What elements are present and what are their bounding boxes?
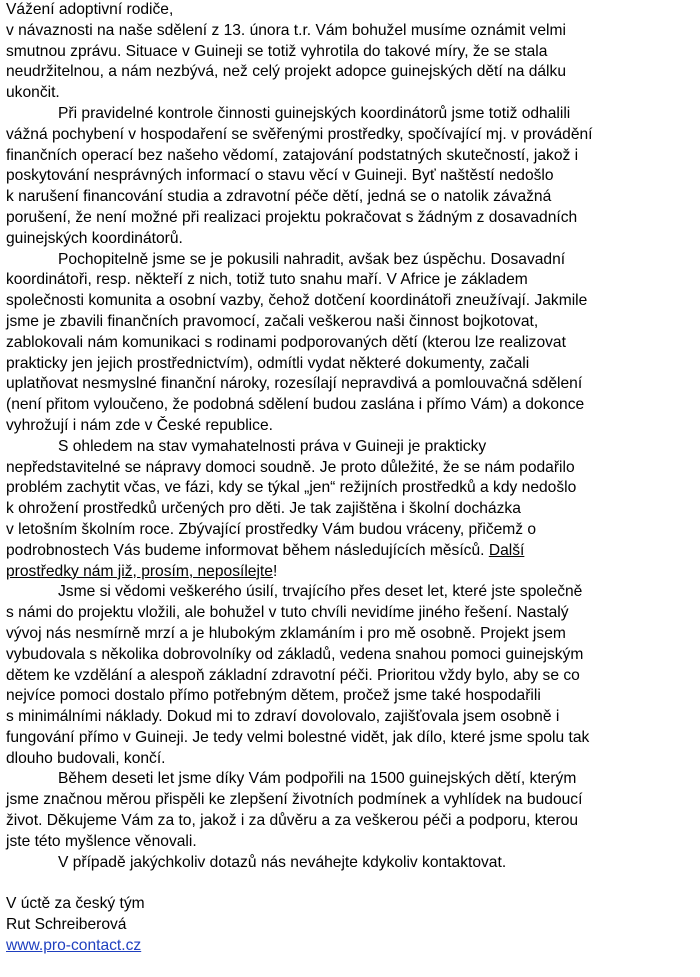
text-line: jste této myšlence věnovali. <box>6 832 197 850</box>
text-line: koordinátoři, resp. někteří z nich, totiž tuto snahu maří. V Africe je základem <box>6 271 528 289</box>
text-line: život. Děkujeme Vám za to, jakož i za důvěru a za veškerou péči a podporu, kterou <box>6 812 579 830</box>
text-line: jsme je zbavili finančních pravomocí, začali veškerou naši činnost bojkotovat, <box>6 312 539 330</box>
text-line: dětem ke vzdělání a alespoň základní zdravotní péči. Prioritou vždy bylo, aby se co <box>6 666 580 684</box>
underlined-request: Další <box>488 541 525 559</box>
text-line: guinejských koordinátorů. <box>6 229 183 247</box>
text-line <box>6 541 696 562</box>
text-line: problém zachytit včas, ve fázi, kdy se týkal „jen“ režijních prostředků a kdy nedošlo <box>6 479 577 497</box>
text-line: v návaznosti na naše sdělení z 13. února t.r. Vám bohužel musíme oznámit velmi <box>6 21 566 39</box>
text-line: porušení, že není možné při realizaci projektu pokračovat s žádným z dosavadních <box>6 208 578 226</box>
text-line: (není přitom vyloučeno, že podobná sdělení budou zaslána i přímo Vám) a dokonce <box>6 396 585 414</box>
text-line: s námi do projektu vložili, ale bohužel v tuto chvíli nevidíme jiného řešení. Nastalý <box>6 604 569 622</box>
paragraph-contact: V případě jakýchkoliv dotazů nás neváhejte kdykoliv kontaktovat. <box>58 853 507 871</box>
text-line: Při pravidelné kontrole činnosti guinejských koordinátorů jsme totiž odhalili <box>58 104 571 122</box>
text-line: vyhrožují i nám zde v České republice. <box>6 416 273 434</box>
paragraph-legal-situation <box>6 437 696 583</box>
text-line: Pochopitelně jsme se je pokusili nahradit, avšak bez úspěchu. Dosavadní <box>58 250 566 268</box>
paragraph-replacement-attempt <box>6 250 696 437</box>
underlined-request: prostředky nám již, prosím, neposílejte <box>6 562 273 580</box>
text-line: vybudovala s několika dobrovolníky od základů, vedena snahou pomoci guinejským <box>6 645 584 663</box>
paragraph-gratitude-effort <box>6 582 696 769</box>
letter-body <box>6 0 696 957</box>
text-line: zablokovali nám komunikaci s rodinami podporovaných dětí (kterou lze realizovat <box>6 333 566 351</box>
text-line: Jsme si vědomi veškerého úsilí, trvajícího přes deset let, které jste společně <box>58 583 583 601</box>
signature-name: Rut Schreiberová <box>6 916 127 934</box>
text-line: v letošním školním roce. Zbývající prostředky Vám budou vráceny, přičemž o <box>6 520 537 538</box>
text-line: společnosti komunita a osobní vazby, čehož dotčení koordinátoři zneužívají. Jakmile <box>6 292 588 310</box>
text-segment: podrobnostech Vás budeme informovat během následujících měsíců. <box>6 541 489 559</box>
text-line: vývoj nás nesmírně mrzí a je hlubokým zklamáním i pro mě osobně. Projekt jsem <box>6 624 566 642</box>
text-line: fungování přímo v Guineji. Je tedy velmi bolestné vidět, jak dílo, které jsme spolu tak <box>6 728 590 746</box>
text-line: Během deseti let jsme díky Vám podpořili na 1500 guinejských dětí, kterým <box>58 770 577 788</box>
text-line: k narušení financování studia a zdravotní péče dětí, jedná se o natolik závažná <box>6 188 552 206</box>
text-line <box>6 562 696 583</box>
text-line: k ohrožení prostředků určených pro děti. Je tak zajištěna i školní docházka <box>6 500 521 518</box>
text-line: uplatňovat nesmyslné finanční nároky, rozesílají nepravdivá a pomlouvačná sdělení <box>6 375 583 393</box>
text-line: vážná pochybení v hospodaření se svěřenými prostředky, spočívající mj. v provádění <box>6 125 593 143</box>
salutation: Vážení adoptivní rodiče, <box>6 1 174 18</box>
closing: V úctě za český tým <box>6 895 145 913</box>
blank-line <box>6 873 696 894</box>
text-line: nepředstavitelné se nápravy domoci soudně. Je proto důležité, že se nám podařilo <box>6 458 575 476</box>
text-line: poskytování nesprávných informací o stavu věcí v Guineji. Byť naštěstí nedošlo <box>6 167 554 185</box>
text-line: prakticky jen jejich prostřednictvím), odmítli vydat některé dokumenty, začali <box>6 354 530 372</box>
paragraph-control-findings <box>6 104 696 250</box>
text-line: dlouho budovali, končí. <box>6 749 166 767</box>
text-line: neudržitelnou, a nám nezbývá, než celý projekt adopce guinejských dětí na dálku <box>6 63 566 81</box>
text-line: jsme značnou měrou přispěli ke zlepšení životních podmínek a vyhlídek na budoucí <box>6 791 583 809</box>
text-line: nejvíce pomoci dostalo přímo potřebným dětem, pročež jsme také hospodařili <box>6 687 541 705</box>
paragraph-results <box>6 769 696 852</box>
paragraph-intro <box>6 21 696 104</box>
text-line: smutnou zprávu. Situace v Guineji se totiž vyhrotila do takové míry, že se stala <box>6 42 548 60</box>
text-line: s minimálními náklady. Dokud mi to zdraví dovolovalo, zajišťovala jsem osobně i <box>6 708 560 726</box>
text-line: finančních operací bez našeho vědomí, zatajování podstatných skutečností, jakož i <box>6 146 579 164</box>
text-line: S ohledem na stav vymahatelnosti práva v Guineji je prakticky <box>58 437 487 455</box>
text-line: ukončit. <box>6 84 60 102</box>
website-link[interactable]: www.pro-contact.cz <box>6 936 142 954</box>
text-segment: ! <box>272 562 278 580</box>
